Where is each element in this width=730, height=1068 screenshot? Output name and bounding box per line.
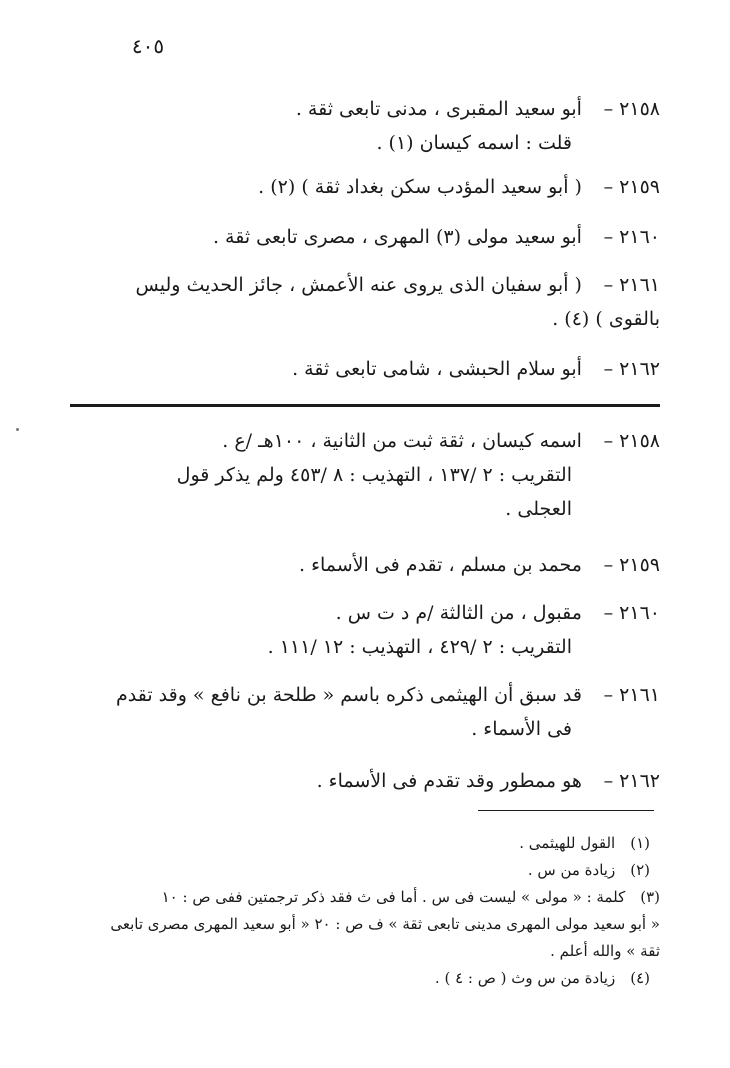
entry-text: محمد بن مسلم ، تقدم فى الأسماء . — [298, 554, 582, 576]
entry-text: مقبول ، من الثالثة /م د ت س . — [335, 602, 582, 624]
entry-number: ٢١٦٠ – — [603, 226, 660, 248]
footnote-text: زيادة من س . — [527, 861, 616, 879]
note-2161 — [70, 678, 660, 746]
note-2158 — [70, 424, 660, 526]
footnote-4 — [70, 965, 650, 992]
entry-text: اسمه كيسان ، ثقة ثبت من الثانية ، ١٠٠هـ /ع . — [222, 430, 582, 452]
entry-number: ٢١٥٩ – — [603, 554, 660, 576]
margin-mark — [16, 428, 19, 431]
entry-text: أبو سعيد مولى (٣) المهرى ، مصرى تابعى ثقة . — [212, 226, 582, 248]
note-2159 — [70, 548, 660, 582]
entry-2158 — [70, 92, 660, 160]
entry-text: قد سبق أن الهيثمى ذكره باسم « طلحة بن نافع » وقد تقدم — [115, 684, 582, 706]
entry-text-cont: بالقوى ) (٤) . — [552, 308, 660, 330]
entry-text-cont: التقريب : ٢ /١٣٧ ، التهذيب : ٨ /٤٥٣ ولم يذكر قول — [176, 464, 572, 486]
footnote-number: (١) — [630, 834, 650, 852]
entry-text-cont: فى الأسماء . — [471, 718, 572, 740]
entry-text: أبو سلام الحبشى ، شامى تابعى ثقة . — [292, 358, 582, 380]
entry-text-cont: التقريب : ٢ /٤٢٩ ، التهذيب : ١٢ /١١١ . — [267, 636, 572, 658]
footnote-text: كلمة : « مولى » ليست فى س . أما فى ث فقد ذكر ترجمتين ففى ص : ١٠ — [161, 888, 626, 906]
entry-text-cont: قلت : اسمه كيسان (١) . — [376, 132, 572, 154]
footnote-text-cont: ثقة » والله أعلم . — [550, 942, 660, 960]
entry-text-cont: العجلى . — [505, 498, 572, 520]
entry-number: ٢١٦١ – — [603, 684, 660, 706]
note-2160 — [70, 596, 660, 664]
footnote-number: (٣) — [640, 888, 660, 906]
footnote-text: القول للهيثمى . — [519, 834, 616, 852]
entry-number: ٢١٦٠ – — [603, 602, 660, 624]
entry-number: ٢١٥٨ – — [603, 98, 660, 120]
note-2162 — [70, 764, 660, 798]
entry-text: ( أبو سفيان الذى يروى عنه الأعمش ، جائز الحديث وليس — [135, 274, 582, 296]
entry-2161 — [70, 268, 660, 336]
entry-text: ( أبو سعيد المؤدب سكن بغداد ثقة ) (٢) . — [258, 176, 582, 198]
page-number: ٤٠٥ — [131, 34, 165, 58]
footnote-3 — [70, 884, 660, 965]
entry-2159 — [70, 170, 660, 204]
entry-number: ٢١٦١ – — [603, 274, 660, 296]
entry-number: ٢١٦٢ – — [603, 770, 660, 792]
footnote-number: (٢) — [630, 861, 650, 879]
footnote-2 — [70, 857, 650, 884]
section-divider — [70, 404, 660, 407]
footnote-1 — [70, 830, 650, 857]
entry-text: هو ممطور وقد تقدم فى الأسماء . — [316, 770, 582, 792]
entry-number: ٢١٥٩ – — [603, 176, 660, 198]
footnote-text: زيادة من س وث ( ص : ٤ ) . — [434, 969, 616, 987]
entry-text: أبو سعيد المقبرى ، مدنى تابعى ثقة . — [295, 98, 582, 120]
footnote-text-cont: « أبو سعيد مولى المهرى مدينى تابعى ثقة » ف ص : ٢٠ « أبو سعيد المهرى مصرى تابعى — [110, 915, 660, 933]
entry-number: ٢١٦٢ – — [603, 358, 660, 380]
footnote-number: (٤) — [630, 969, 650, 987]
entry-2162 — [70, 352, 660, 386]
entry-number: ٢١٥٨ – — [603, 430, 660, 452]
entry-2160 — [70, 220, 660, 254]
footnote-divider — [478, 810, 654, 811]
